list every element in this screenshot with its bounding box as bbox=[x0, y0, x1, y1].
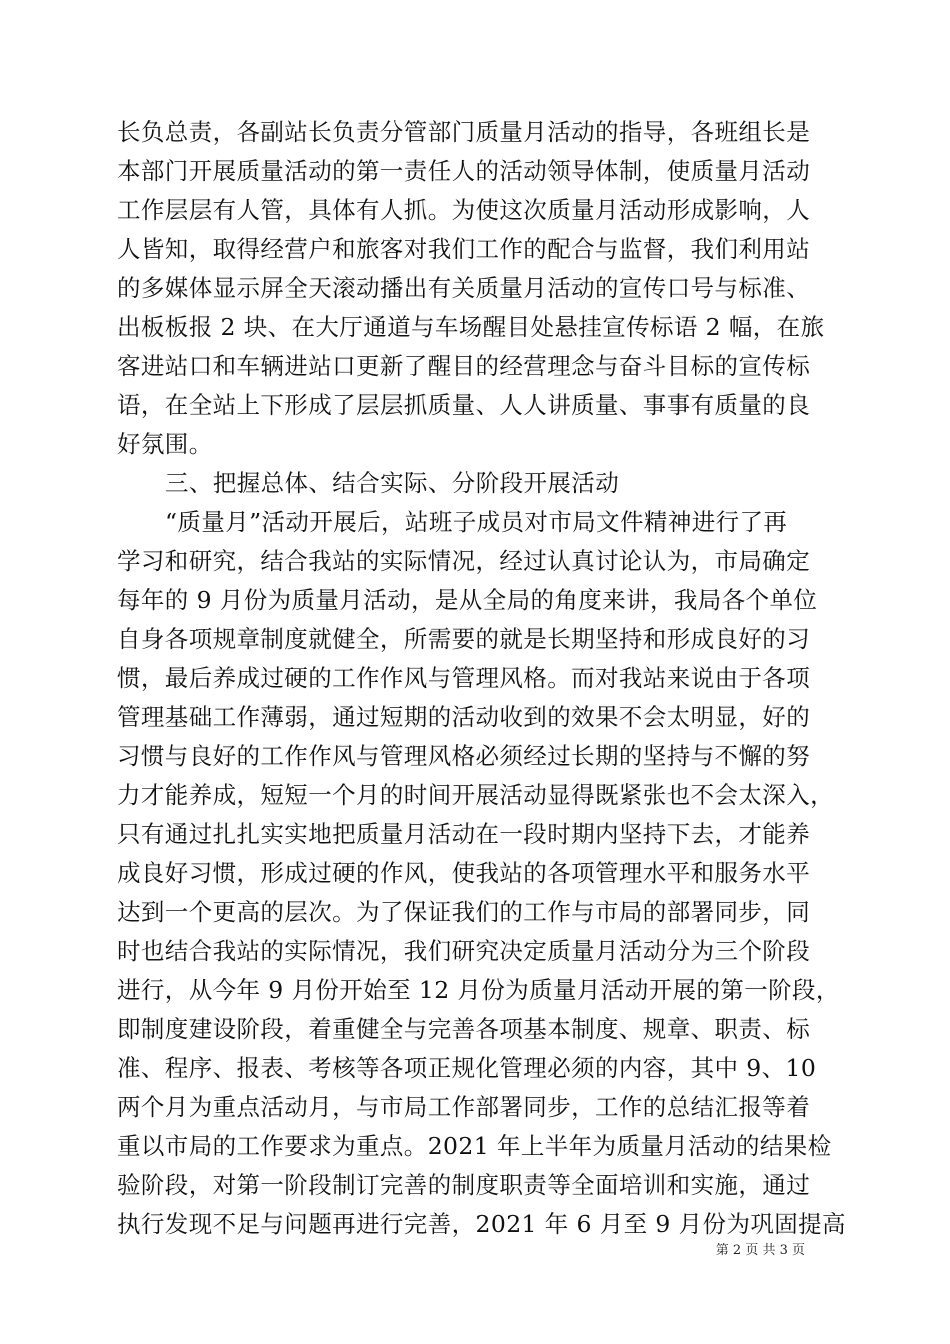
body-line: 自身各项规章制度就健全，所需要的就是长期坚持和形成良好的习 bbox=[117, 625, 811, 653]
body-line: 的多媒体显示屏全天滚动播出有关质量月活动的宣传口号与标准、 bbox=[117, 274, 811, 302]
body-line: 管理基础工作薄弱，通过短期的活动收到的效果不会太明显，好的 bbox=[117, 703, 811, 731]
body-line: 客进站口和车辆进站口更新了醒目的经营理念与奋斗目标的宣传标 bbox=[117, 352, 811, 380]
body-line: 执行发现不足与问题再进行完善，2021 年 6 月至 9 月份为巩固提高 bbox=[117, 1210, 846, 1238]
body-line: 每年的 9 月份为质量月活动，是从全局的角度来讲，我局各个单位 bbox=[117, 586, 818, 614]
body-line: 即制度建设阶段，着重健全与完善各项基本制度、规章、职责、标 bbox=[117, 1015, 811, 1043]
body-line: 长负总责，各副站长负责分管部门质量月活动的指导，各班组长是 bbox=[117, 118, 811, 146]
body-line: 进行，从今年 9 月份开始至 12 月份为质量月活动开展的第一阶段， bbox=[117, 976, 840, 1004]
body-line: 重以市局的工作要求为重点。2021 年上半年为质量月活动的结果检 bbox=[117, 1132, 832, 1160]
body-line: 惯，最后养成过硬的工作作风与管理风格。而对我站来说由于各项 bbox=[117, 664, 811, 692]
body-line: 出板板报 2 块、在大厅通道与车场醒目处悬挂宣传标语 2 幅，在旅 bbox=[117, 313, 825, 341]
body-line: 只有通过扎扎实实地把质量月活动在一段时期内坚持下去，才能养 bbox=[117, 820, 811, 848]
page-number-footer: 第 2 页 共 3 页 bbox=[715, 1243, 805, 1258]
body-line: 工作层层有人管，具体有人抓。为使这次质量月活动形成影响，人 bbox=[117, 196, 811, 224]
body-line: 学习和研究，结合我站的实际情况，经过认真讨论认为，市局确定 bbox=[117, 547, 811, 575]
body-line: 语，在全站上下形成了层层抓质量、人人讲质量、事事有质量的良 bbox=[117, 391, 811, 419]
body-line: 人皆知，取得经营户和旅客对我们工作的配合与监督，我们利用站 bbox=[117, 235, 811, 263]
body-line: 时也结合我站的实际情况，我们研究决定质量月活动分为三个阶段 bbox=[117, 937, 811, 965]
section-heading: 三、把握总体、结合实际、分阶段开展活动 bbox=[165, 469, 620, 497]
body-line: 好氛围。 bbox=[117, 430, 213, 458]
body-line: 习惯与良好的工作作风与管理风格必须经过长期的坚持与不懈的努 bbox=[117, 742, 811, 770]
body-line: 达到一个更高的层次。为了保证我们的工作与市局的部署同步，同 bbox=[117, 898, 811, 926]
body-line: 准、程序、报表、考核等各项正规化管理必须的内容，其中 9、10 bbox=[117, 1054, 817, 1082]
body-line: 成良好习惯，形成过硬的作风，使我站的各项管理水平和服务水平 bbox=[117, 859, 811, 887]
body-line: “质量月”活动开展后，站班子成员对市局文件精神进行了再 bbox=[165, 508, 788, 536]
body-line: 本部门开展质量活动的第一责任人的活动领导体制，使质量月活动 bbox=[117, 157, 811, 185]
body-line: 两个月为重点活动月，与市局工作部署同步，工作的总结汇报等着 bbox=[117, 1093, 811, 1121]
body-line: 验阶段，对第一阶段制订完善的制度职责等全面培训和实施，通过 bbox=[117, 1171, 811, 1199]
body-line: 力才能养成，短短一个月的时间开展活动显得既紧张也不会太深入， bbox=[117, 781, 834, 809]
